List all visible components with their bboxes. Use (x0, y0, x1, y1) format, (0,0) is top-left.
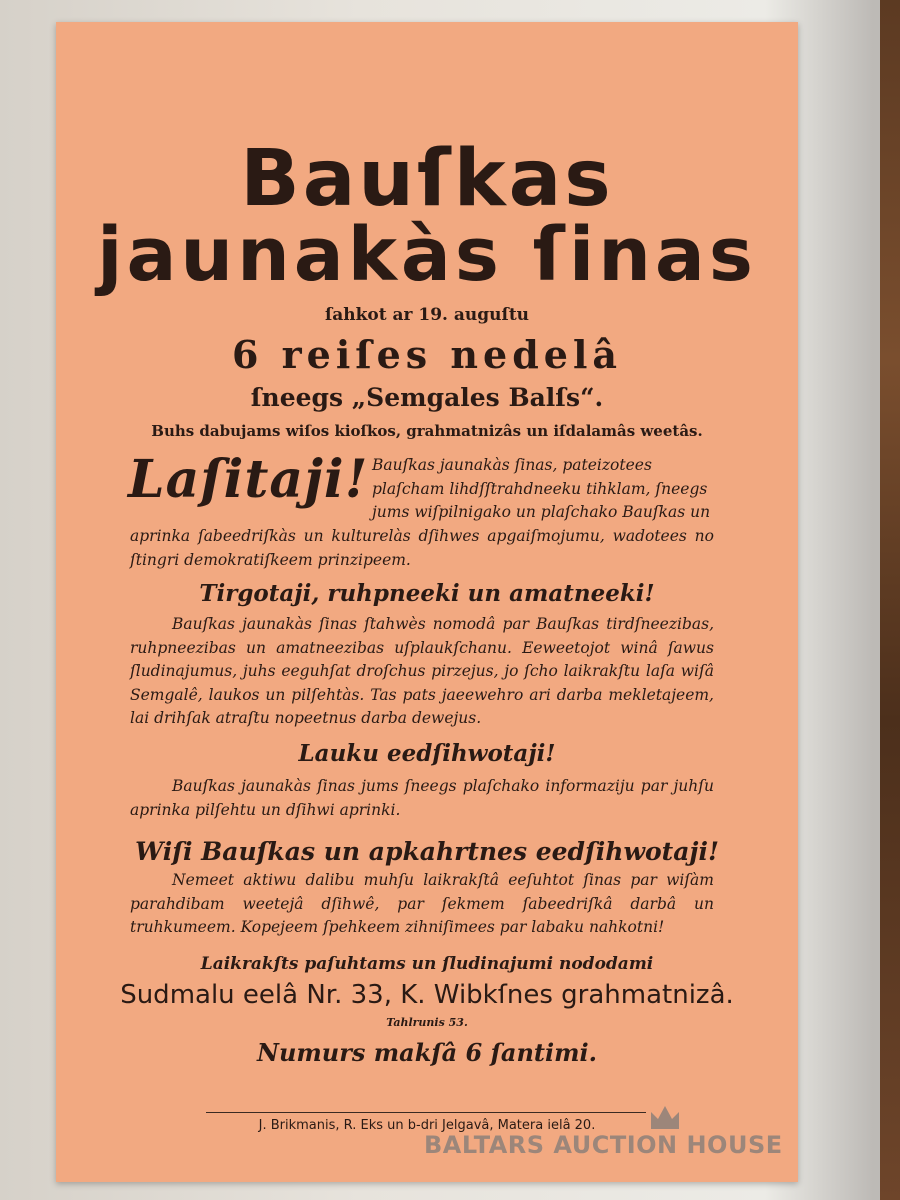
poster-title-line1: Bauſkas (240, 134, 614, 224)
contact-phone: Tahlrunis 53. (386, 1016, 468, 1029)
subtitle-frequency: 6 reiſes nedelâ (231, 332, 623, 377)
wooden-frame-edge (880, 0, 900, 1200)
contact-line1: Laikrakſts paſuhtams un ſludinajumi nododami (200, 954, 654, 974)
availability-line: Buhs dabujams wiſos kioſkos, grahmatnizâs un iſdalamâs weetâs. (151, 422, 703, 440)
merchants-heading: Tirgotaji, ruhpneeki un amatneeki! (199, 580, 655, 607)
readers-text-full: aprinka ſabeedriſkàs un kulturelàs dſihwes apgaiſmojumu, wadotees no ſtingri demokratiſkeem prinzipeem. (130, 527, 714, 569)
contact-address: Sudmalu eelâ Nr. 33, K. Wibkſnes grahmatnizâ. (120, 980, 734, 1010)
merchants-text: Bauſkas jaunakàs ſinas ſtahwès nomodâ par Bauſkas tirdſneezibas, ruhpneezibas un amatneezibas uſplaukſchanu. Eeweetojot winâ ſawus ſludinajumus, juhs eeguhſat droſchus pirzejus, jo ſcho laikrakſtu laſa wiſâ Semgalê, laukos un pilſehtàs. Tas pats jaeewehro ari darba mekletajeem, lai drihſak atraſtu nopeetnus darba dewejus. (130, 615, 714, 727)
poster-title-line2: jaunakàs ſinas (97, 212, 757, 298)
subtitle-publisher: ſneegs „Semgales Balſs“. (250, 383, 604, 412)
watermark-text: BALTARS AUCTION HOUSE (424, 1131, 783, 1159)
all-residents-heading: Wiſi Bauſkas un apkahrtnes eedſihwotaji! (135, 837, 719, 866)
subtitle-start-date: ſahkot ar 19. auguſtu (324, 305, 530, 325)
crown-icon (648, 1102, 682, 1130)
rural-text: Bauſkas jaunakàs ſinas jums ſneegs plaſchako informaziju par juhſu aprinka pilſehtu un dſihwi aprinki. (130, 777, 714, 819)
price-line: Numurs makſâ 6 ſantimi. (257, 1038, 597, 1067)
readers-heading: Laſitaji! (128, 449, 369, 510)
rural-heading: Lauku eedſihwotaji! (298, 740, 556, 767)
poster-sheet (56, 22, 798, 1182)
printer-imprint: J. Brikmanis, R. Eks un b-dri Jelgavâ, Matera ielâ 20. (258, 1118, 596, 1133)
all-residents-text: Nemeet aktiwu dalibu muhſu laikrakſtâ eeſuhtot ſinas par wiſàm parahdibam weetejâ dſihwê, par ſekmem ſabeedriſkâ darbâ un truhkumeem. Kopejeem ſpehkeem zihniſimees par labaku nahkotni! (130, 871, 714, 936)
footer-divider (206, 1112, 646, 1113)
readers-text-right: Bauſkas jaunakàs ſinas, pateizotees plaſcham lihdſſtrahdneeku tihklam, ſneegs jums wiſpilnigako un plaſchako Bauſkas un (372, 456, 711, 521)
